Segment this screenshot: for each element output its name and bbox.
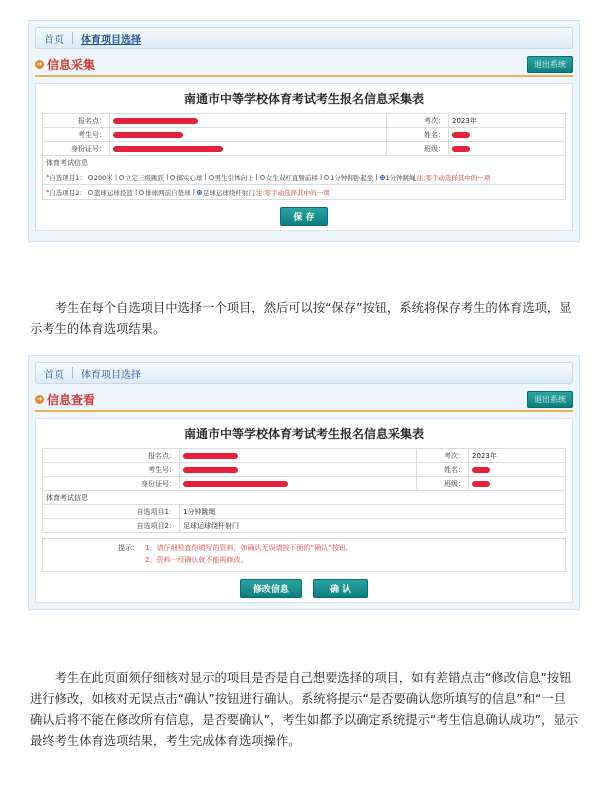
field-label: 报名点： <box>43 449 180 463</box>
top-nav <box>35 27 573 49</box>
field-value <box>449 128 566 142</box>
field-label: 考生号： <box>43 463 180 477</box>
field-label: 班级： <box>387 142 449 156</box>
field-value <box>110 128 387 142</box>
option2-hint: 注:零手动选择其中的一项 <box>255 188 330 197</box>
result2-label: 自选项目2： <box>43 519 180 533</box>
redacted-value <box>113 132 183 138</box>
radio-jump-rope[interactable] <box>380 175 385 180</box>
choice-label: 篮球运球投篮 <box>93 188 133 197</box>
modify-button[interactable]: 修改信息 <box>240 579 302 598</box>
exit-button[interactable]: 退出系统 <box>527 56 573 73</box>
nav-home[interactable]: 首页 <box>44 369 64 381</box>
option1-label: 自选项目1： <box>49 173 86 182</box>
field-label: 姓名： <box>417 463 469 477</box>
form-title: 南通市中等学校体育考试考生报名信息采集表 <box>183 92 424 106</box>
section-title: 信息查看 <box>47 392 96 407</box>
form-card <box>35 83 573 231</box>
prompt-lines <box>145 543 353 567</box>
field-label: 班级： <box>417 477 469 491</box>
redacted-value <box>472 481 490 487</box>
arrow-right-icon: ➜ <box>36 59 43 68</box>
action-row <box>42 577 566 598</box>
option2-label: 自选项目2： <box>49 188 86 197</box>
choice-label: 200米 <box>93 173 113 182</box>
field-value <box>449 142 566 156</box>
choice-label: 1分钟仰卧起坐 <box>330 173 374 182</box>
exit-button[interactable]: 退出系统 <box>527 391 573 408</box>
prompt-line: 2、资料一经确认就不能再修改。 <box>145 556 248 564</box>
field-value <box>469 463 566 477</box>
choice-label: 足球运球绕杆射门 <box>202 188 255 197</box>
radio-basketball[interactable] <box>88 190 93 195</box>
info-table <box>42 113 566 156</box>
choice-label: 排球网前自垫球 <box>145 188 191 197</box>
redacted-value <box>183 481 288 487</box>
field-value <box>180 463 417 477</box>
field-value <box>110 114 387 128</box>
field-label: 身份证号： <box>43 477 180 491</box>
field-label: 报名点： <box>43 114 110 128</box>
paragraph-confirm: 考生在此页面须仔细核对显示的项目是否是自己想要选择的项目，如有差错点击“修改信息”按钮进行修改，如核对无误点击“确认”按钮进行确认。系统将提示“是否要确认您所填写的信息”和“一旦确认后将不能在修改所有信息，是否要确认”，考生如都予以确定系统提示“考生信息确认成功”，显示最终考生体育选项结果，考生完成体育选项操作。 <box>30 671 578 748</box>
redacted-value <box>452 146 470 152</box>
radio-parallel-bars[interactable] <box>260 175 265 180</box>
screenshot-info-collection <box>28 20 580 242</box>
field-value: 2023年 <box>469 449 566 463</box>
field-value: 2023年 <box>449 114 566 128</box>
section-header <box>35 53 573 77</box>
nav-sports[interactable]: 体育项目选择 <box>81 34 141 46</box>
option1-row: * 自选项目1： 200米 | 立定三级跳跃 | 掷实心球 | 男生引体向上 | 女生双杠直臂前移 | 1分钟仰卧起坐 | 1分钟跳绳 注:零手动选择其中的一项 <box>42 170 566 185</box>
arrow-right-icon: ➜ <box>36 394 43 403</box>
field-label: 考次： <box>417 449 469 463</box>
field-label: 考生号： <box>43 128 110 142</box>
confirm-button[interactable]: 确 认 <box>313 579 368 598</box>
field-label: 考次： <box>387 114 449 128</box>
save-button[interactable]: 保 存 <box>280 207 327 226</box>
redacted-value <box>472 467 490 473</box>
radio-triple-jump[interactable] <box>119 175 124 180</box>
result1-label: 自选项目1： <box>43 505 180 519</box>
choice-label: 男生引体向上 <box>214 173 254 182</box>
nav-home[interactable]: 首页 <box>44 34 64 46</box>
choice-label: 掷实心球 <box>176 173 203 182</box>
radio-pull-up[interactable] <box>209 175 214 180</box>
section-title: 信息采集 <box>47 57 96 72</box>
paragraph-save: 考生在每个自选项目中选择一个项目，然后可以按“保存”按钮，系统将保存考生的体育选项，显示考生的体育选项结果。 <box>30 301 572 336</box>
redacted-value <box>183 453 238 459</box>
top-nav <box>35 362 573 384</box>
field-label: 姓名： <box>387 128 449 142</box>
radio-200m[interactable] <box>88 175 93 180</box>
redacted-value <box>113 118 198 124</box>
section-header <box>35 388 573 412</box>
save-row <box>42 205 566 226</box>
field-value <box>110 142 387 156</box>
sports-section-label: 体育考试信息 <box>42 156 566 170</box>
info-table <box>42 448 566 533</box>
required-mark: * <box>46 188 50 196</box>
form-title: 南通市中等学校体育考试考生报名信息采集表 <box>183 427 424 441</box>
nav-sports[interactable]: 体育项目选择 <box>81 369 141 381</box>
radio-football[interactable] <box>197 190 202 195</box>
option2-row: * 自选项目2： 篮球运球投篮 | 排球网前自垫球 | 足球运球绕杆射门 注:零手动选择其中的一项 <box>42 185 566 200</box>
prompt-box <box>42 538 566 572</box>
choice-label: 1分钟跳绳 <box>385 173 416 182</box>
redacted-value <box>183 467 238 473</box>
redacted-value <box>452 132 470 138</box>
field-value <box>180 477 417 491</box>
result2-value: 足球运球绕杆射门 <box>180 519 566 533</box>
result1-value: 1分钟跳绳 <box>180 505 566 519</box>
radio-volleyball[interactable] <box>139 190 144 195</box>
choice-label: 女生双杠直臂前移 <box>265 173 318 182</box>
field-label: 身份证号： <box>43 142 110 156</box>
screenshot-info-view <box>28 355 580 610</box>
option1-hint: 注:零手动选择其中的一项 <box>416 173 491 182</box>
prompt-line: 1、请仔细检查你填写的资料，如确认无误请按下面的“确认”按钮。 <box>145 544 353 552</box>
choice-label: 立定三级跳跃 <box>125 173 165 182</box>
radio-sit-up[interactable] <box>324 175 329 180</box>
required-mark: * <box>46 173 50 181</box>
view-card <box>35 418 573 603</box>
field-value <box>469 477 566 491</box>
field-value <box>180 449 417 463</box>
sports-section-label: 体育考试信息 <box>43 491 566 505</box>
redacted-value <box>113 146 223 152</box>
prompt-label: 提示： <box>118 544 139 552</box>
radio-shot-put[interactable] <box>170 175 175 180</box>
